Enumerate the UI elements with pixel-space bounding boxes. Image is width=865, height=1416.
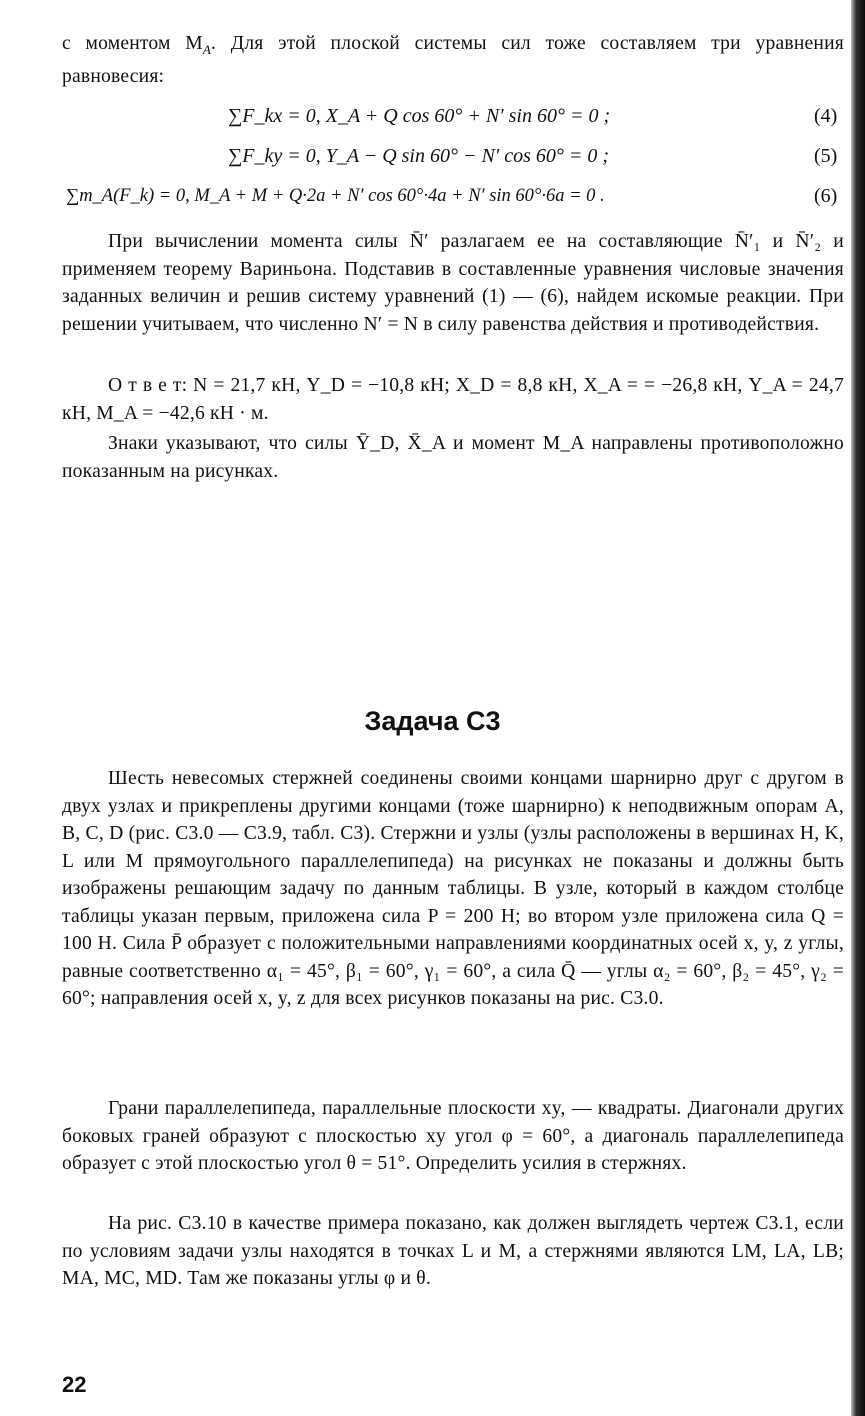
page-number: 22 [62, 1372, 87, 1397]
signs-text: Знаки указывают, что силы Ȳ_D, X̄_A и момент M_A направлены противоположно показанным на рисунках. [62, 433, 844, 482]
task-paragraph-3 [62, 1210, 844, 1293]
equation-4-number: (4) [814, 105, 838, 127]
paragraph-varignon [62, 228, 844, 338]
equation-6-number: (6) [814, 185, 838, 207]
task-heading: Задача С3 [364, 706, 501, 736]
answer-paragraph [62, 372, 844, 427]
equation-5-number: (5) [814, 145, 838, 167]
task-paragraph-1-text: Шесть невесомых стержней соединены своими концами шарнирно друг с другом в двух узлах и прикреплены другими концами (тоже шарнирно) к неподвижным опорам A, B, C, D (рис. С3.0 — С3.9, табл. С3). Стержни и узлы (узлы расположены в вершинах H, K, L или M прямоугольного параллелепипеда) на рисунках не показаны и должны быть изображены решающим задачу по данным таблицы. В узле, который в каждом столбце таблицы указан первым, приложена сила P = 200 Н; во втором узле приложена сила Q = 100 Н. Сила P̄ образует с положительными направлениями координатных осей x, y, z углы, равные соответственно α₁ = 45°, β₁ = 60°, γ₁ = 60°, а сила Q̄ — углы α₂ = 60°, β₂ = 45°, γ₂ = 60°; направления осей x, y, z для всех рисунков показаны на рис. С3.0. [62, 768, 844, 1009]
intro-line1: с моментом M [62, 33, 203, 54]
task-paragraph-2-text: Грани параллелепипеда, параллельные плоскости xy, — квадраты. Диагонали других боковых граней образуют с плоскостью xy угол φ = 60°, а диагональ параллелепипеда образует с этой плоскостью угол θ = 51°. Определить усилия в стержнях. [62, 1098, 844, 1174]
answer-text: О т в е т: N = 21,7 кН, Y_D = −10,8 кН; X_D = 8,8 кН, X_A = = −26,8 кН, Y_A = 24,7 кН, M_A = −42,6 кН · м. [62, 375, 844, 424]
signs-paragraph [62, 430, 844, 485]
task-paragraph-1 [62, 765, 844, 1013]
paragraph-varignon-text: При вычислении момента силы N̄′ разлагаем ее на составляющие N̄′₁ и N̄′₂ и применяем теорему Вариньона. Подставив в составленные уравнения числовые значения заданных величин и решив систему уравнений (1) — (6), найдем искомые реакции. При решении учитываем, что численно N′ = N в силу равенства действия и противодействия. [62, 231, 844, 335]
scan-edge-shadow [851, 0, 865, 1416]
intro-paragraph [62, 30, 844, 91]
equation-5: ∑F_ky = 0, Y_A − Q sin 60° − N′ cos 60° = 0 ; [228, 145, 610, 167]
task-paragraph-3-text: На рис. С3.10 в качестве примера показано, как должен выглядеть чертеж С3.1, если по условиям задачи узлы находятся в точках L и M, а стержнями являются LM, LA, LB; MA, MC, MD. Там же показаны углы φ и θ. [62, 1213, 844, 1289]
equation-4: ∑F_kx = 0, X_A + Q cos 60° + N′ sin 60° = 0 ; [228, 105, 611, 127]
task-paragraph-2 [62, 1095, 844, 1178]
equation-6: ∑m_A(F_k) = 0, M_A + M + Q·2a + N′ cos 60°·4a + N′ sin 60°·6a = 0 . [66, 186, 605, 206]
intro-subscript: A [202, 41, 212, 57]
intro-rest: . Для этой плоской системы сил тоже составляем три уравнения равновесия: [62, 33, 844, 88]
